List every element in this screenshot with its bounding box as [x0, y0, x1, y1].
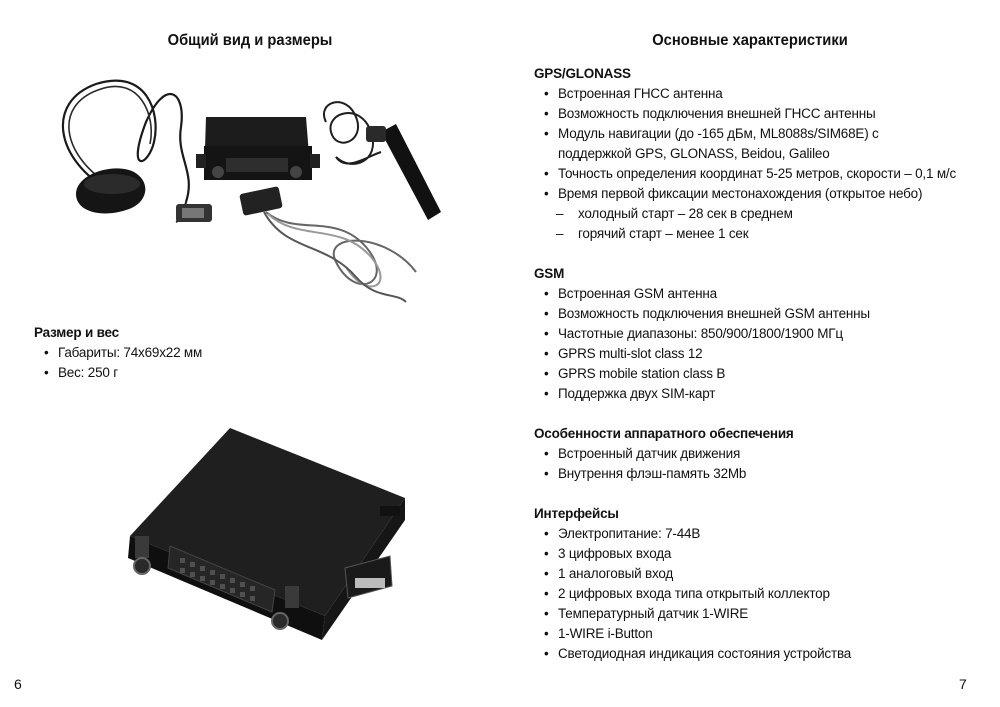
bullet-icon: •	[544, 566, 549, 581]
list-item: • GPRS multi-slot class 12	[534, 344, 870, 364]
list-item: • Вес: 250 г	[34, 363, 202, 383]
page-number: 7	[959, 676, 967, 692]
list-item: • Встроенная GSM антенна	[534, 284, 870, 304]
bullet-icon: •	[544, 586, 549, 601]
list-item: • Поддержка двух SIM-карт	[534, 384, 870, 404]
section-title: GSM	[534, 266, 565, 281]
bullet-icon: •	[544, 386, 549, 401]
right-page	[500, 0, 1000, 707]
gsm-list	[534, 284, 870, 404]
tracker-kit-photo	[36, 62, 466, 310]
bullet-icon: •	[544, 166, 549, 181]
bullet-icon: •	[544, 366, 549, 381]
bullet-icon: •	[544, 286, 549, 301]
section-title: Интерфейсы	[534, 506, 619, 521]
list-item: • Возможность подключения внешней GSM антенны	[534, 304, 870, 324]
list-item-continuation: поддержкой GPS, GLONASS, Beidou, Galileo	[558, 146, 830, 161]
section-title: Особенности аппаратного обеспечения	[534, 426, 794, 441]
list-item: • 3 цифровых входа	[534, 544, 851, 564]
page-title: Общий вид и размеры	[167, 32, 333, 49]
bullet-icon: •	[544, 466, 549, 481]
bullet-icon: •	[544, 546, 549, 561]
tracker-device-photo	[100, 418, 430, 643]
sub-list-item: – холодный старт – 28 сек в среднем	[534, 204, 956, 224]
bullet-icon: •	[544, 326, 549, 341]
bullet-icon: •	[44, 365, 49, 380]
bullet-icon: •	[544, 606, 549, 621]
bullet-icon: •	[544, 346, 549, 361]
bullet-icon: •	[544, 186, 549, 201]
bullet-icon: •	[544, 106, 549, 121]
bullet-icon: •	[544, 646, 549, 661]
list-item: • 1-WIRE i-Button	[534, 624, 851, 644]
list-item: • Температурный датчик 1-WIRE	[534, 604, 851, 624]
page-number: 6	[14, 676, 22, 692]
list-item: • Модуль навигации (до -165 дБм, ML8088s/SIM68E) с	[534, 124, 956, 144]
dash-icon: –	[556, 206, 564, 221]
hardware-list	[534, 444, 794, 484]
sub-list-item: – горячий старт – менее 1 сек	[534, 224, 956, 244]
list-item: • Возможность подключения внешней ГНСС антенны	[534, 104, 956, 124]
interfaces-section	[534, 504, 851, 664]
list-item: • 2 цифровых входа типа открытый коллектор	[534, 584, 851, 604]
bullet-icon: •	[544, 126, 549, 141]
gps-list	[534, 84, 956, 244]
bullet-icon: •	[544, 446, 549, 461]
list-item: • GPRS mobile station class B	[534, 364, 870, 384]
list-item: • Время первой фиксации местонахождения (открытое небо)	[534, 184, 956, 204]
list-item: • Встроенный датчик движения	[534, 444, 794, 464]
gps-glonass-section	[534, 64, 956, 244]
bullet-icon: •	[544, 526, 549, 541]
interfaces-list	[534, 524, 851, 664]
size-weight-section	[34, 323, 202, 383]
size-weight-list	[34, 343, 202, 383]
list-item: • Светодиодная индикация состояния устройства	[534, 644, 851, 664]
list-item: • Частотные диапазоны: 850/900/1800/1900 МГц	[534, 324, 870, 344]
list-item: • 1 аналоговый вход	[534, 564, 851, 584]
list-item: • Внутрення флэш-память 32Mb	[534, 464, 794, 484]
page-title: Основные характеристики	[652, 32, 848, 49]
list-item: • Встроенная ГНСС антенна	[534, 84, 956, 104]
bullet-icon: •	[544, 626, 549, 641]
section-title: GPS/GLONASS	[534, 66, 631, 81]
list-item: • Габариты: 74х69х22 мм	[34, 343, 202, 363]
list-item: • Точность определения координат 5-25 метров, скорости – 0,1 м/с	[534, 164, 956, 184]
bullet-icon: •	[44, 345, 49, 360]
hardware-section	[534, 424, 794, 484]
section-title: Размер и вес	[34, 325, 119, 340]
list-item: • Электропитание: 7-44В	[534, 524, 851, 544]
dash-icon: –	[556, 226, 564, 241]
bullet-icon: •	[544, 86, 549, 101]
gsm-section	[534, 264, 870, 404]
bullet-icon: •	[544, 306, 549, 321]
